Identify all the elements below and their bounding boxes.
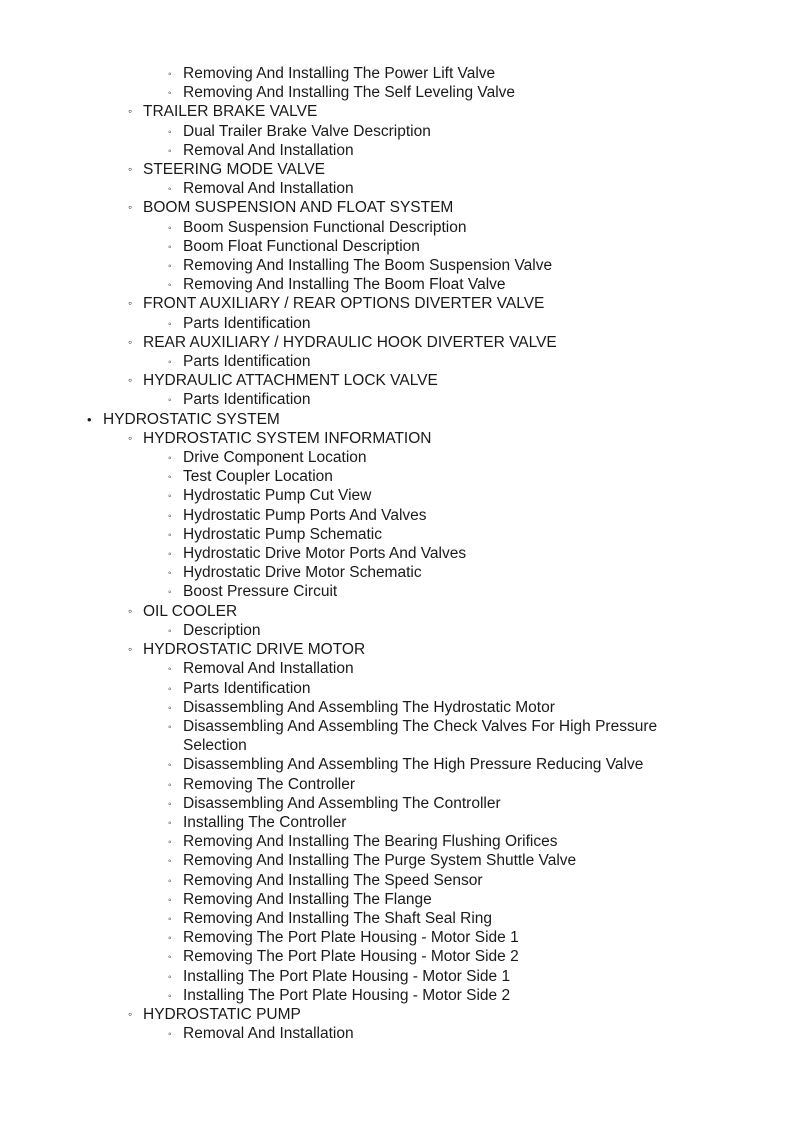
list-item-text: Removing And Installing The Speed Sensor xyxy=(183,871,483,889)
list-item xyxy=(0,506,794,525)
list-item xyxy=(0,717,794,755)
list-item xyxy=(0,947,794,966)
hollow-bullet-icon: ◦ xyxy=(168,721,172,733)
list-item xyxy=(0,794,794,813)
list-item xyxy=(0,525,794,544)
hollow-bullet-icon: ◦ xyxy=(128,603,133,618)
hollow-bullet-icon: ◦ xyxy=(128,430,133,445)
hollow-bullet-icon: ◦ xyxy=(168,779,172,791)
hollow-bullet-icon: ◦ xyxy=(128,104,133,119)
list-item-text: Removing And Installing The Flange xyxy=(183,890,432,908)
list-item xyxy=(0,928,794,947)
list-item xyxy=(0,314,794,333)
list-item xyxy=(0,640,794,659)
list-item-text: Parts Identification xyxy=(183,679,311,697)
hollow-bullet-icon: ◦ xyxy=(168,261,172,273)
table-of-contents xyxy=(0,64,794,1043)
list-item-text: REAR AUXILIARY / HYDRAULIC HOOK DIVERTER VALVE xyxy=(143,333,557,351)
hollow-bullet-icon: ◦ xyxy=(168,856,172,868)
list-item-text: Hydrostatic Pump Ports And Valves xyxy=(183,506,427,524)
list-item xyxy=(0,179,794,198)
list-item xyxy=(0,832,794,851)
list-item-text: Parts Identification xyxy=(183,314,311,332)
list-item xyxy=(0,909,794,928)
hollow-bullet-icon: ◦ xyxy=(168,625,172,637)
list-item-text: Disassembling And Assembling The Controller xyxy=(183,794,501,812)
list-item-text: Drive Component Location xyxy=(183,449,367,467)
list-item-text: HYDROSTATIC SYSTEM xyxy=(103,410,280,428)
list-item-text: Boom Float Functional Description xyxy=(183,237,420,255)
list-item xyxy=(0,1005,794,1024)
list-item-text: Boom Suspension Functional Description xyxy=(183,218,467,236)
list-item xyxy=(0,582,794,601)
hollow-bullet-icon: ◦ xyxy=(168,88,172,100)
hollow-bullet-icon: ◦ xyxy=(168,837,172,849)
hollow-bullet-icon: ◦ xyxy=(168,952,172,964)
list-item-text: Removing The Controller xyxy=(183,775,356,793)
list-item-text: Removing The Port Plate Housing - Motor Side 1 xyxy=(183,929,519,947)
hollow-bullet-icon: ◦ xyxy=(128,642,133,657)
hollow-bullet-icon: ◦ xyxy=(168,549,172,561)
list-item-text: TRAILER BRAKE VALVE xyxy=(143,103,318,121)
list-item-text: Parts Identification xyxy=(183,353,311,371)
hollow-bullet-icon: ◦ xyxy=(168,702,172,714)
list-item xyxy=(0,890,794,909)
hollow-bullet-icon: ◦ xyxy=(168,472,172,484)
list-item-text: BOOM SUSPENSION AND FLOAT SYSTEM xyxy=(143,199,454,217)
hollow-bullet-icon: ◦ xyxy=(168,184,172,196)
hollow-bullet-icon: ◦ xyxy=(168,318,172,330)
list-item-text: Disassembling And Assembling The High Pressure Reducing Valve xyxy=(183,756,644,774)
list-item xyxy=(0,467,794,486)
list-item-text: HYDRAULIC ATTACHMENT LOCK VALVE xyxy=(143,372,438,390)
list-item xyxy=(0,294,794,313)
list-item-text: Hydrostatic Pump Schematic xyxy=(183,525,382,543)
hollow-bullet-icon: ◦ xyxy=(168,145,172,157)
list-item xyxy=(0,698,794,717)
list-item-text: Removal And Installation xyxy=(183,180,354,198)
list-item-text: Hydrostatic Pump Cut View xyxy=(183,487,372,505)
list-item xyxy=(0,851,794,870)
hollow-bullet-icon: ◦ xyxy=(168,453,172,465)
hollow-bullet-icon: ◦ xyxy=(168,817,172,829)
list-item-text: Removal And Installation xyxy=(183,660,354,678)
hollow-bullet-icon: ◦ xyxy=(168,280,172,292)
hollow-bullet-icon: ◦ xyxy=(168,69,172,80)
hollow-bullet-icon: ◦ xyxy=(168,241,172,253)
list-item-text: HYDROSTATIC DRIVE MOTOR xyxy=(143,641,366,659)
list-item xyxy=(0,390,794,409)
list-item xyxy=(0,429,794,448)
hollow-bullet-icon: ◦ xyxy=(168,568,172,580)
list-item xyxy=(0,122,794,141)
list-item-text: Removing And Installing The Boom Float Valve xyxy=(183,276,506,294)
hollow-bullet-icon: ◦ xyxy=(168,664,172,676)
list-item-text: Removal And Installation xyxy=(183,141,354,159)
list-item xyxy=(0,967,794,986)
list-item xyxy=(0,486,794,505)
hollow-bullet-icon: ◦ xyxy=(168,971,172,983)
hollow-bullet-icon: ◦ xyxy=(128,1006,133,1021)
list-item-text: HYDROSTATIC PUMP xyxy=(143,1005,301,1023)
list-item xyxy=(0,986,794,1005)
list-item-text: Installing The Port Plate Housing - Motor Side 1 xyxy=(183,967,511,985)
list-item-text: Removing The Port Plate Housing - Motor Side 2 xyxy=(183,948,519,966)
list-item-text: Test Coupler Location xyxy=(183,468,333,486)
hollow-bullet-icon: ◦ xyxy=(168,683,172,695)
list-item-text: Removing And Installing The Self Leveling Valve xyxy=(183,84,516,102)
hollow-bullet-icon: ◦ xyxy=(128,334,133,349)
hollow-bullet-icon: ◦ xyxy=(168,510,172,522)
list-item-text: Dual Trailer Brake Valve Description xyxy=(183,122,431,140)
list-item xyxy=(0,602,794,621)
list-item xyxy=(0,659,794,678)
list-item xyxy=(0,102,794,121)
hollow-bullet-icon: ◦ xyxy=(168,913,172,925)
list-item xyxy=(0,813,794,832)
list-item xyxy=(0,160,794,179)
list-item xyxy=(0,755,794,774)
list-item-text: Removing And Installing The Boom Suspension Valve xyxy=(183,257,553,275)
list-item xyxy=(0,218,794,237)
hollow-bullet-icon: ◦ xyxy=(168,529,172,541)
list-item xyxy=(0,237,794,256)
list-item-text: OIL COOLER xyxy=(143,602,238,620)
list-item-text: Description xyxy=(183,621,261,639)
hollow-bullet-icon: ◦ xyxy=(168,587,172,599)
list-item xyxy=(0,198,794,217)
hollow-bullet-icon: ◦ xyxy=(168,357,172,369)
list-item xyxy=(0,448,794,467)
list-item xyxy=(0,1024,794,1043)
list-item-text: Removing And Installing The Shaft Seal Ring xyxy=(183,909,493,927)
list-item-text: Boost Pressure Circuit xyxy=(183,583,338,601)
list-item-text: STEERING MODE VALVE xyxy=(143,161,326,179)
list-item-text: Removing And Installing The Bearing Flushing Orifices xyxy=(183,833,558,851)
hollow-bullet-icon: ◦ xyxy=(128,200,133,215)
list-item xyxy=(0,141,794,160)
list-item-text: Hydrostatic Drive Motor Schematic xyxy=(183,564,422,582)
list-item-text: Installing The Port Plate Housing - Motor Side 2 xyxy=(183,986,511,1004)
list-item xyxy=(0,679,794,698)
list-item xyxy=(0,563,794,582)
list-item xyxy=(0,275,794,294)
hollow-bullet-icon: ◦ xyxy=(168,798,172,810)
list-item xyxy=(0,83,794,102)
list-item-text: FRONT AUXILIARY / REAR OPTIONS DIVERTER VALVE xyxy=(143,295,545,313)
hollow-bullet-icon: ◦ xyxy=(168,990,172,1002)
hollow-bullet-icon: ◦ xyxy=(128,296,133,311)
list-item-text: Parts Identification xyxy=(183,391,311,409)
list-item-text: Removing And Installing The Power Lift Valve xyxy=(183,65,496,82)
list-item xyxy=(0,775,794,794)
hollow-bullet-icon: ◦ xyxy=(168,875,172,887)
list-item xyxy=(0,544,794,563)
hollow-bullet-icon: ◦ xyxy=(168,395,172,407)
list-item xyxy=(0,64,794,83)
list-item xyxy=(0,352,794,371)
list-item-text: Removing And Installing The Purge System Shuttle Valve xyxy=(183,852,577,870)
list-item xyxy=(0,333,794,352)
list-item xyxy=(0,871,794,890)
hollow-bullet-icon: ◦ xyxy=(168,126,172,138)
list-item-text: Disassembling And Assembling The Hydrostatic Motor xyxy=(183,698,555,716)
list-item xyxy=(0,371,794,390)
hollow-bullet-icon: ◦ xyxy=(168,894,172,906)
list-item-text: Disassembling And Assembling The Check Valves For High Pressure Selection xyxy=(183,717,658,755)
list-item xyxy=(0,410,794,429)
list-item-text: Installing The Controller xyxy=(183,813,347,831)
list-item-text: Hydrostatic Drive Motor Ports And Valves xyxy=(183,545,467,563)
list-item xyxy=(0,621,794,640)
bullet-icon: • xyxy=(87,411,92,427)
list-item-text: Removal And Installation xyxy=(183,1025,354,1043)
hollow-bullet-icon: ◦ xyxy=(128,162,133,177)
hollow-bullet-icon: ◦ xyxy=(168,222,172,234)
list-item-text: HYDROSTATIC SYSTEM INFORMATION xyxy=(143,429,432,447)
hollow-bullet-icon: ◦ xyxy=(168,933,172,945)
hollow-bullet-icon: ◦ xyxy=(168,760,172,772)
hollow-bullet-icon: ◦ xyxy=(168,1029,172,1041)
list-item xyxy=(0,256,794,275)
hollow-bullet-icon: ◦ xyxy=(168,491,172,503)
hollow-bullet-icon: ◦ xyxy=(128,373,133,388)
